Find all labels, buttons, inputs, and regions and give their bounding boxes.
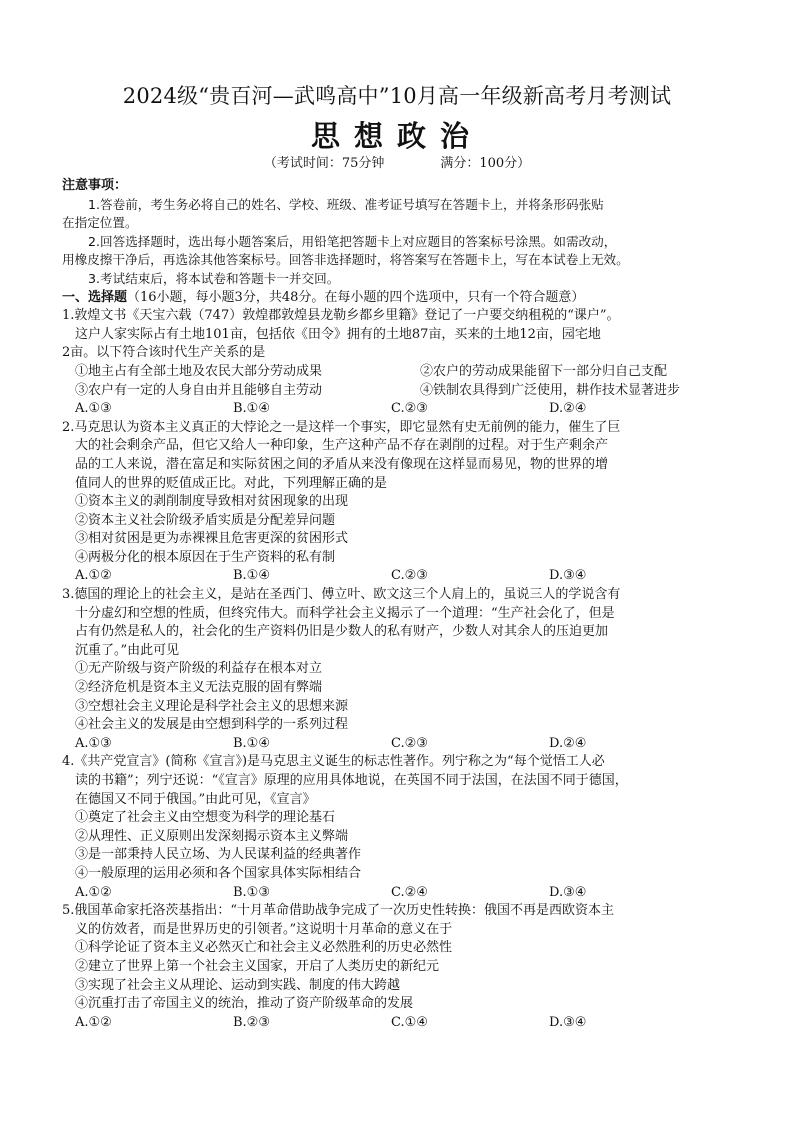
choice-row [62, 400, 752, 419]
choice-d: D.③④ [549, 1014, 587, 1030]
question-stem: 3.德国的理论上的社会主义，是站在圣西门、傅立叶、欧文这三个人肩上的，虽说三人的学说含有 [62, 587, 621, 603]
question-1 [62, 307, 752, 419]
statement: ④沉重打击了帝国主义的统治，推动了资产阶级革命的发展 [75, 996, 414, 1012]
question-2 [62, 419, 752, 586]
statement: ②经济危机是资本主义无法克服的固有弊端 [75, 680, 323, 696]
statement: ③相对贫困是更为赤裸裸且危害更深的贫困形式 [75, 531, 349, 547]
section-heading [62, 289, 752, 308]
question-stem-cont: 占有仍然是私人的，社会化的生产资料仍旧是少数人的私有财产，少数人对其余人的压迫更加 [75, 624, 609, 640]
question-stem-cont: 2亩。以下符合该时代生产关系的是 [62, 345, 266, 361]
statement: ①地主占有全部土地及农民大部分劳动成果 [75, 363, 323, 379]
statement: ①奠定了社会主义由空想变为科学的理论基石 [75, 810, 336, 826]
choice-c: C.②③ [391, 401, 428, 417]
question-stem-cont: 大的社会剩余产品，但它又给人一种印象，生产这种产品不存在剥削的过程。对于生产剩余产 [75, 438, 609, 454]
choice-a: A.①② [75, 568, 112, 584]
statement: ④一般原理的运用必须和各个国家具体实际相结合 [75, 865, 362, 881]
notice-item-1: 1.答卷前，考生务必将自己的姓名、学校、班级、准考证号填写在答题卡上，并将条形码张贴 [88, 196, 604, 212]
choice-b: B.①④ [233, 735, 270, 751]
question-stem: 5.俄国革命家托洛茨基指出：“十月革命借助战争完成了一次历史性转换：俄国不再是西欧资本主 [62, 903, 615, 919]
choice-d: D.③④ [549, 884, 587, 900]
exam-content [62, 177, 752, 1032]
statement: ②从理性、正义原则出发深刻揭示资本主义弊端 [75, 828, 349, 844]
choice-d: D.③④ [549, 568, 587, 584]
subject-title: 思想政治 [310, 119, 483, 153]
choice-row [62, 735, 752, 754]
statement: ①科学论证了资本主义必然灭亡和社会主义必然胜利的历史必然性 [75, 940, 453, 956]
question-stem-cont: 沉重了。”由此可见 [75, 642, 180, 658]
choice-b: B.①④ [233, 401, 270, 417]
choice-c: C.①④ [391, 1014, 428, 1030]
question-stem: 2.马克思认为资本主义真正的大悖论之一是这样一个事实，即它显然有史无前例的能力，催生了巨 [62, 419, 621, 435]
statement-row [62, 363, 752, 382]
choice-a: A.①③ [75, 401, 112, 417]
choice-a: A.①② [75, 1014, 112, 1030]
choice-c: C.②③ [391, 735, 428, 751]
choice-a: A.①③ [75, 735, 112, 751]
question-stem: 1.敦煌文书《天宝六载（747）敦煌郡敦煌县龙勒乡都乡里籍》登记了一户要交纳租税的“课户”。 [62, 308, 620, 324]
notice-item-2: 2.回答选择题时，选出每小题答案后，用铅笔把答题卡上对应题目的答案标号涂黑。如需改动， [88, 233, 617, 249]
section-desc: （16小题，每小题3分，共48分。在每小题的四个选项中，只有一个符合题意） [127, 289, 585, 305]
statement: ③实现了社会主义从理论、运动到实践、制度的伟大跨越 [75, 977, 401, 993]
exam-score: 满分：100分） [440, 156, 531, 171]
question-stem-cont: 在德国又不同于俄国。”由此可见，《宣言》 [75, 791, 316, 807]
choice-d: D.②④ [549, 735, 587, 751]
choice-b: B.①③ [233, 884, 270, 900]
notice-item-1-cont: 在指定位置。 [62, 215, 138, 231]
statement: ③是一部秉持人民立场、为人民谋利益的经典著作 [75, 847, 362, 863]
section-label: 一、选择题 [62, 289, 128, 305]
statement: ③农户有一定的人身自由并且能够自主劳动 [75, 382, 323, 398]
choice-row [62, 1014, 752, 1033]
question-stem-cont: 值同人的世界的贬值成正比。对此，下列理解正确的是 [75, 475, 388, 491]
statement: ②建立了世界上第一个社会主义国家，开启了人类历史的新纪元 [75, 958, 440, 974]
statement: ②资本主义社会阶级矛盾实质是分配差异问题 [75, 512, 336, 528]
statement: ①资本主义的剥削制度导致相对贫困现象的出现 [75, 494, 349, 510]
choice-b: B.②③ [233, 1014, 270, 1030]
notice-heading: 注意事项： [62, 178, 128, 193]
question-stem-cont: 十分虚幻和空想的性质，但终究伟大。而科学社会主义揭示了一个道理：“生产社会化了，但是 [75, 605, 615, 621]
statement: ③空想社会主义理论是科学社会主义的思想来源 [75, 698, 349, 714]
choice-row [62, 884, 752, 903]
statement: ④两极分化的根本原因在于生产资料的私有制 [75, 549, 336, 565]
question-stem-cont: 品的工人来说，潜在富足和实际贫困之间的矛盾从来没有像现在这样显而易见，物的世界的增 [75, 456, 609, 472]
statement-row [62, 382, 752, 401]
exam-title: 2024级“贵百河—武鸣高中”10月高一年级新高考月考测试 [122, 84, 672, 108]
statement: ②农户的劳动成果能留下一部分归自己支配 [420, 363, 668, 379]
question-4 [62, 753, 752, 902]
question-stem-cont: 读的书籍”；列宁还说：“《宣言》原理的应用具体地说，在英国不同于法国，在法国不同于德国， [75, 773, 628, 788]
choice-b: B.①④ [233, 568, 270, 584]
notice-item-3: 3.考试结束后，将本试卷和答题卡一并交回。 [88, 270, 340, 286]
choice-c: C.②④ [391, 884, 428, 900]
question-5 [62, 902, 752, 1032]
statement: ①无产阶级与资产阶级的利益存在根本对立 [75, 661, 323, 677]
question-stem: 4.《共产党宣言》(简称《宣言》)是马克思主义诞生的标志性著作。列宁称之为“每个觉悟工人必 [62, 754, 605, 770]
notice-item-2-cont: 用橡皮擦干净后，再选涂其他答案标号。回答非选择题时，将答案写在答题卡上，写在本试卷上无效。 [62, 252, 629, 268]
question-3 [62, 586, 752, 753]
choice-a: A.①② [75, 884, 112, 900]
question-stem-cont: 这户人家实际占有土地101亩，包括依《田令》拥有的土地87亩，买来的土地12亩，园宅地 [75, 326, 601, 342]
statement: ④社会主义的发展是由空想到科学的一系列过程 [75, 717, 349, 733]
choice-c: C.②③ [391, 568, 428, 584]
statement: ④铁制农具得到广泛使用，耕作技术显著进步 [420, 382, 681, 398]
choice-d: D.②④ [549, 401, 587, 417]
question-stem-cont: 义的仿效者，而是世界历史的引领者。”这说明十月革命的意义在于 [75, 921, 453, 937]
exam-time: （考试时间：75分钟 [263, 156, 385, 171]
exam-meta [0, 155, 794, 173]
choice-row [62, 567, 752, 586]
